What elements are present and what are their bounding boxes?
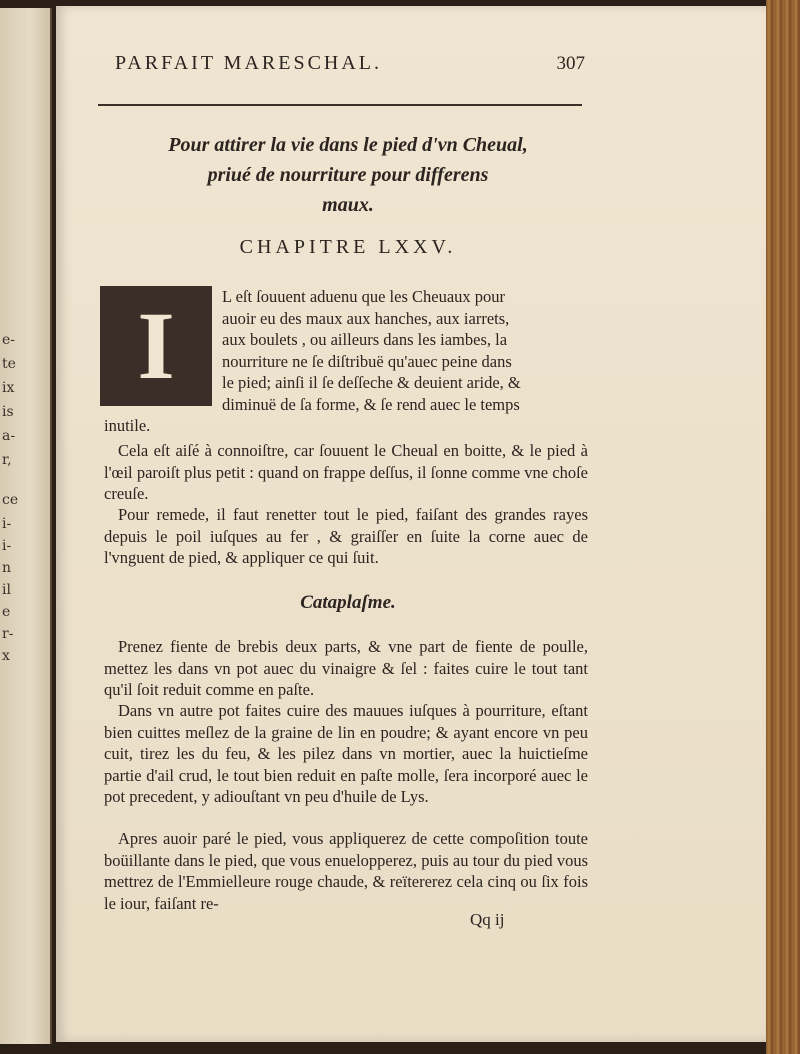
text-line: auoir eu des maux aux hanches, aux iarrets, — [222, 308, 510, 328]
initial-letter: I — [137, 292, 175, 399]
facing-page-fragment: i- — [2, 516, 12, 532]
facing-page-fragment: ce — [2, 492, 19, 508]
facing-page-fragment: il — [2, 582, 11, 598]
facing-page-edge — [0, 8, 52, 1044]
text-line: nourriture ne ſe diſtribuë qu'auec peine dans — [222, 351, 512, 371]
text-line: le pied; ainſi il ſe deſſeche & deuient aride, & — [222, 373, 521, 392]
header-rule — [98, 104, 582, 106]
facing-page-fragment: x — [2, 648, 10, 664]
facing-page-fragment: is — [2, 404, 14, 420]
running-title: PARFAIT MARESCHAL. — [115, 52, 383, 74]
text-line: inutile. — [104, 416, 151, 435]
section-title-line: priué de nourriture pour differens — [207, 164, 489, 186]
paragraph-text: Prenez fiente de brebis deux parts, & vne part de fiente de poulle, mettez les dans vn pot auec du vinaigre & ſel : faites cuire le tout tant qu'il ſoit reduit comme en paſte. — [104, 637, 588, 699]
paragraph-text: Pour remede, il faut renetter tout le pied, faiſant des grandes rayes depuis le poil iuſques au fer , & graiſſer en ſuite la corne auec de l'vnguent de pied, & appliquer ce qui ſuit. — [104, 505, 588, 567]
section-title-line: Pour attirer la vie dans le pied d'vn Cheual, — [168, 134, 528, 156]
cataplasm-heading: Cataplaſme. — [300, 592, 396, 613]
signature-mark: Qq ij — [470, 910, 505, 929]
page-number: 307 — [556, 53, 585, 74]
paragraph-intro — [104, 286, 588, 437]
chapter-heading: CHAPITRE LXXV. — [239, 236, 457, 258]
text-line: L eſt ſouuent aduenu que les Cheuaux pour — [222, 287, 506, 306]
text-line: diminuë de ſa forme, & ſe rend auec le temps — [222, 394, 520, 414]
book-spine — [766, 0, 800, 1054]
paragraph-text: Apres auoir paré le pied, vous appliquerez de cette compoſition toute boüillante dans le pied, que vous enuelopperez, puis au tour du pied vous mettrez de l'Emmielleure rouge chaude, & reïtererez cela cinq ou ſix fois le iour, faiſant re- — [104, 829, 588, 913]
running-head — [115, 52, 585, 75]
facing-page-fragment: i- — [2, 538, 12, 554]
facing-page-fragment: r, — [2, 452, 12, 468]
facing-page-fragment: e — [2, 604, 11, 620]
paragraph-recipe-1 — [104, 636, 588, 701]
facing-page-fragment: n — [2, 560, 12, 576]
paragraph-application — [104, 828, 588, 914]
paragraph-remedy — [104, 504, 588, 569]
section-title-line: maux. — [322, 194, 374, 216]
section-title — [98, 130, 598, 220]
facing-page-fragment: te — [2, 356, 16, 372]
paragraph-text: Dans vn autre pot faites cuire des mauues iuſques à pourriture, eſtant bien cuittes meſlez de la graine de lin en poudre; & ayant encore vn peu cuit, tirez les du feu, & les pilez dans vn mortier, auec la huictieſme partie d'ail crud, le tout bien reduit en paſte molle, ſera incorporé auec le pot precedent, y adiouſtant vn peu d'huile de Lys. — [104, 701, 588, 806]
paragraph-recipe-2 — [104, 700, 588, 808]
paragraph-diagnosis — [104, 440, 588, 505]
paragraph-text: Cela eſt aiſé à connoiſtre, car ſouuent le Cheual en boitte, & le pied à l'œil paroiſt plus petit : quand on frappe deſſus, il ſonne comme vne choſe creuſe. — [104, 441, 588, 503]
text-line: aux boulets , ou ailleurs dans les iambes, la — [222, 330, 508, 349]
facing-page-fragment: ix — [2, 380, 15, 396]
facing-page-fragment: r- — [2, 626, 14, 642]
facing-page-fragment: a- — [2, 428, 16, 444]
facing-page-fragment: e- — [2, 332, 16, 348]
